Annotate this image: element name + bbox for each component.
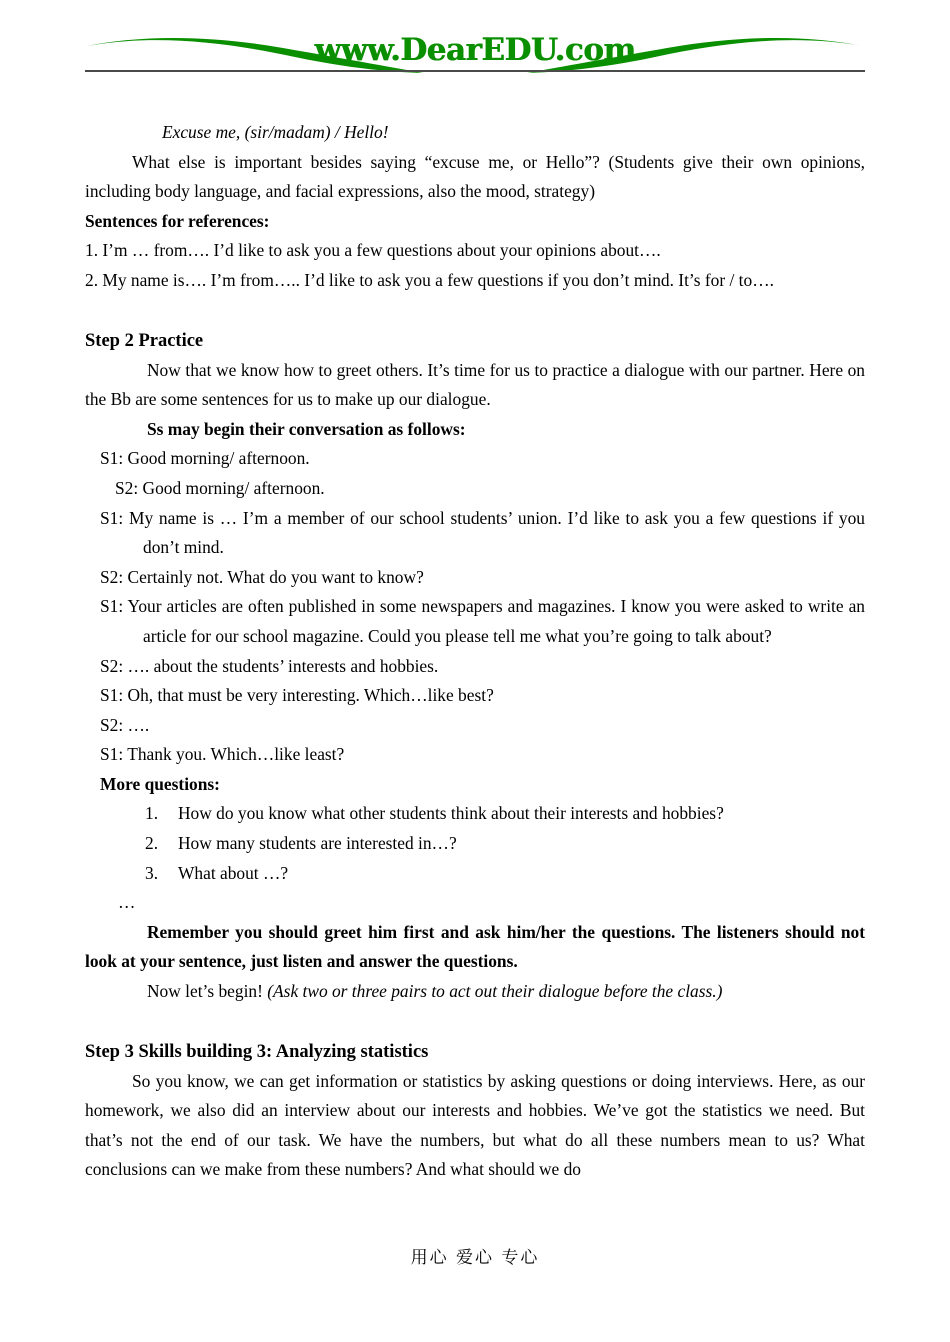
list-item-label: How many students are interested in…? (178, 833, 457, 854)
list-item-number: 2. (145, 833, 159, 854)
list-item-label: How do you know what other students think about their interests and hobbies? (178, 803, 724, 824)
document-content (85, 118, 865, 1185)
step-3-heading: Step 3 Skills building 3: Analyzing statistics (85, 1041, 429, 1062)
more-questions-list (85, 799, 865, 888)
header-divider (85, 70, 865, 72)
now-lets-begin-text: Now let’s begin! (147, 981, 263, 1002)
list-item-label: What about …? (178, 862, 289, 883)
greeting-line: Excuse me, (sir/madam) / Hello! (162, 122, 389, 142)
list-item (85, 799, 865, 829)
step-2-paragraph: Now that we know how to greet others. It’s time for us to practice a dialogue with our partner. Here on the Bb are some sentences for us to make up our dialogue. (85, 359, 865, 410)
site-banner (85, 28, 865, 84)
page-footer: 用心 爱心 专心 (410, 1248, 540, 1268)
reference-sentence-1: 1. I’m … from…. I’d like to ask you a few questions about your opinions about…. (85, 240, 661, 261)
reference-sentence-2: 2. My name is…. I’m from….. I’d like to ask you a few questions if you don’t mind. It’s for / to…. (85, 269, 774, 290)
list-item-number: 1. (145, 803, 159, 824)
dialogue-line-1: S1: Good morning/ afternoon. (100, 448, 310, 469)
sentences-for-references-heading: Sentences for references: (85, 210, 270, 231)
dialogue-line-8: S2: …. (100, 714, 150, 735)
section-spacer (85, 296, 865, 326)
what-else-paragraph: What else is important besides saying “excuse me, or Hello”? (Students give their own opinions, including body language, and facial expressions, also the mood, strategy) (85, 151, 865, 202)
now-lets-begin-note: (Ask two or three pairs to act out their dialogue before the class.) (262, 981, 723, 1002)
list-item-number: 3. (145, 862, 159, 883)
more-questions-heading: More questions: (100, 773, 220, 794)
trailing-ellipsis: … (118, 892, 136, 913)
remember-paragraph: Remember you should greet him first and ask him/her the questions. The listeners should not look at your sentence, just listen and answer the questions. (85, 921, 865, 972)
dialogue-line-5: S1: Your articles are often published in some newspapers and magazines. I know you were asked to write an article for our school magazine. Could you please tell me what you’re going to talk about? (100, 596, 865, 646)
section-spacer (85, 1007, 865, 1037)
list-item (85, 829, 865, 859)
list-item (85, 859, 865, 889)
dialogue-line-6: S2: …. about the students’ interests and hobbies. (100, 655, 439, 676)
ss-may-begin-heading: Ss may begin their conversation as follows: (147, 418, 466, 439)
dialogue-line-3: S1: My name is … I’m a member of our school students’ union. I’d like to ask you a few questions if you don’t mind. (100, 507, 865, 558)
step-2-heading: Step 2 Practice (85, 330, 204, 351)
dialogue-line-2: S2: Good morning/ afternoon. (115, 477, 325, 498)
dialogue-line-7: S1: Oh, that must be very interesting. Which…like best? (100, 685, 494, 706)
dialogue-line-4: S2: Certainly not. What do you want to know? (100, 566, 424, 587)
now-lets-begin-line (85, 977, 865, 1007)
dialogue-line-9: S1: Thank you. Which…like least? (100, 744, 345, 765)
step-3-paragraph: So you know, we can get information or statistics by asking questions or doing interviews. Here, as our homework, we also did an interview about our interests and hobbies. We’ve got the statistics we need. But that’s not the end of our task. We have the numbers, but what do all these numbers mean to us? What conclusions can we make from these numbers? And what should we do (85, 1070, 865, 1180)
brand-title: www.DearEDU.com (314, 32, 636, 68)
